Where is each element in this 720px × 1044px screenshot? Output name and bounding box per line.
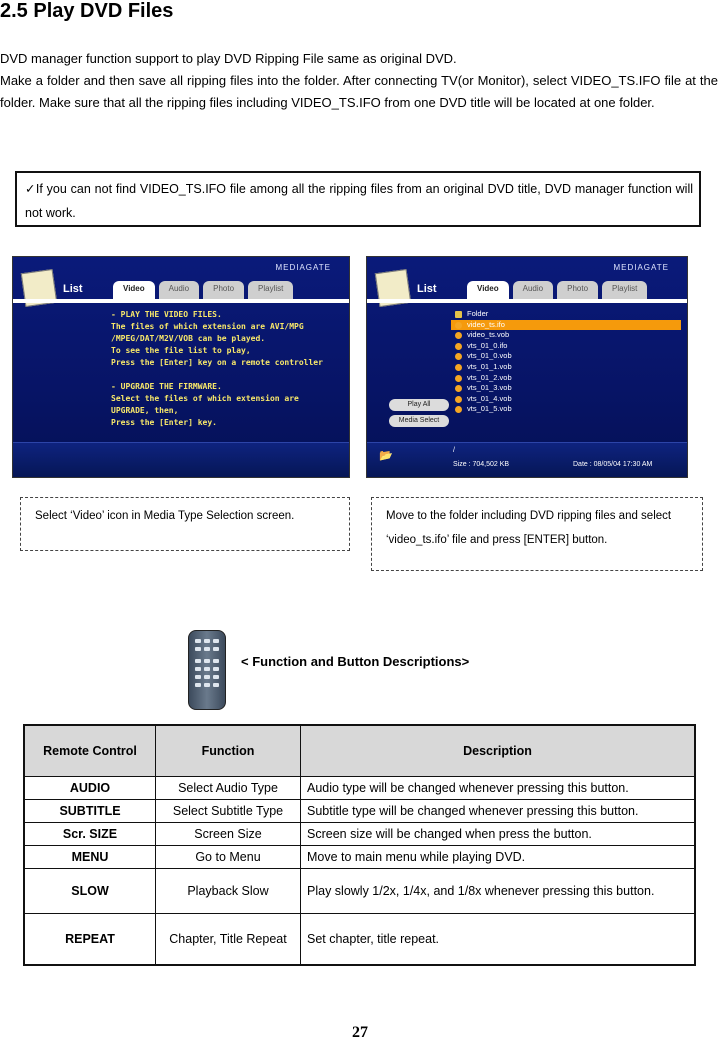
- cell-description: Set chapter, title repeat.: [301, 914, 696, 966]
- video-help-text: - PLAY THE VIDEO FILES. The files of which extension are AVI/MPG /MPEG/DAT/M2V/VOB can be played. To see the file list to play, Press the [Enter] key on a remote controller - UPGRADE THE FIRMWARE. Select the files of which extension are UPGRADE, then, Press the [Enter] key.: [111, 310, 323, 427]
- screen-footer: [367, 442, 687, 477]
- tab-playlist[interactable]: Playlist: [602, 281, 647, 299]
- table-row: [24, 914, 695, 966]
- cell-description: Audio type will be changed whenever pressing this button.: [301, 777, 696, 800]
- list-item-selected[interactable]: video_ts.ifo: [451, 320, 681, 331]
- file-size: Size : 704,502 KB: [453, 461, 510, 468]
- cell-control: Scr. SIZE: [24, 823, 156, 846]
- play-all-button[interactable]: Play All: [389, 399, 449, 411]
- cell-description: Move to main menu while playing DVD.: [301, 846, 696, 869]
- cell-description: Subtitle type will be changed whenever pressing this button.: [301, 800, 696, 823]
- table-row: [24, 846, 695, 869]
- remote-control-icon: [188, 630, 226, 710]
- current-path: /: [453, 447, 455, 454]
- cell-function: Select Audio Type: [156, 777, 301, 800]
- tab-audio[interactable]: Audio: [159, 281, 199, 299]
- media-tabs: [113, 281, 293, 299]
- table-header-row: [24, 725, 695, 777]
- list-label: List: [417, 283, 437, 295]
- warning-note-box: [15, 171, 701, 227]
- cell-function: Screen Size: [156, 823, 301, 846]
- checkmark-icon: ✓: [25, 182, 36, 196]
- cell-control: SUBTITLE: [24, 800, 156, 823]
- cell-control: REPEAT: [24, 914, 156, 966]
- page-number: 27: [352, 1024, 368, 1041]
- tab-underline: [13, 299, 349, 303]
- function-table: [23, 724, 696, 966]
- list-item[interactable]: vts_01_1.vob: [451, 362, 681, 373]
- media-select-button[interactable]: Media Select: [389, 415, 449, 427]
- caption-video-icon: Select ‘Video’ icon in Media Type Selection screen.: [20, 497, 350, 551]
- tab-video[interactable]: Video: [113, 281, 155, 299]
- screen-footer: [13, 442, 349, 477]
- caption-folder-select: Move to the folder including DVD ripping files and select ‘video_ts.ifo’ file and press [ENTER] button.: [371, 497, 703, 571]
- list-item[interactable]: vts_01_5.vob: [451, 404, 681, 415]
- section-title: 2.5 Play DVD Files: [0, 0, 174, 22]
- file-date: Date : 08/05/04 17:30 AM: [573, 461, 653, 468]
- list-item[interactable]: video_ts.vob: [451, 330, 681, 341]
- cell-description: Play slowly 1/2x, 1/4x, and 1/8x whenever pressing this button.: [301, 869, 696, 914]
- tab-playlist[interactable]: Playlist: [248, 281, 293, 299]
- function-table-title: < Function and Button Descriptions>: [241, 654, 470, 669]
- brand-logo: MEDIAGATE: [275, 263, 331, 272]
- table-row: [24, 777, 695, 800]
- list-item[interactable]: vts_01_2.vob: [451, 373, 681, 384]
- list-item[interactable]: vts_01_0.ifo: [451, 341, 681, 352]
- cell-control: MENU: [24, 846, 156, 869]
- col-header-description: Description: [301, 725, 696, 777]
- table-row: [24, 823, 695, 846]
- file-list-screenshot: [366, 256, 688, 478]
- list-item[interactable]: vts_01_3.vob: [451, 383, 681, 394]
- tab-photo[interactable]: Photo: [203, 281, 244, 299]
- brand-logo: MEDIAGATE: [613, 263, 669, 272]
- cell-function: Select Subtitle Type: [156, 800, 301, 823]
- intro-paragraph: DVD manager function support to play DVD Ripping File same as original DVD.: [0, 51, 457, 66]
- media-tabs: [467, 281, 647, 299]
- list-item[interactable]: vts_01_0.vob: [451, 351, 681, 362]
- instruction-paragraph: Make a folder and then save all ripping files into the folder. After connecting TV(or Monitor), select VIDEO_TS.IFO file at the folder. Make sure that all the ripping files including VIDEO_TS.IFO from one DVD title will be located at one folder.: [0, 73, 718, 110]
- media-type-screenshot: [12, 256, 350, 478]
- cell-function: Chapter, Title Repeat: [156, 914, 301, 966]
- tab-video[interactable]: Video: [467, 281, 509, 299]
- cell-description: Screen size will be changed when press the button.: [301, 823, 696, 846]
- list-item[interactable]: Folder: [451, 309, 681, 320]
- warning-note-text: If you can not find VIDEO_TS.IFO file among all the ripping files from an original DVD title, DVD manager function will not work.: [25, 182, 693, 220]
- col-header-remote: Remote Control: [24, 725, 156, 777]
- list-label: List: [63, 283, 83, 295]
- cell-function: Playback Slow: [156, 869, 301, 914]
- file-list: [451, 309, 681, 415]
- tab-audio[interactable]: Audio: [513, 281, 553, 299]
- cell-control: SLOW: [24, 869, 156, 914]
- cell-function: Go to Menu: [156, 846, 301, 869]
- table-row: [24, 869, 695, 914]
- tab-underline: [367, 299, 687, 303]
- tab-photo[interactable]: Photo: [557, 281, 598, 299]
- table-row: [24, 800, 695, 823]
- list-item[interactable]: vts_01_4.vob: [451, 394, 681, 405]
- col-header-function: Function: [156, 725, 301, 777]
- folder-icon: 📂: [379, 450, 393, 462]
- cell-control: AUDIO: [24, 777, 156, 800]
